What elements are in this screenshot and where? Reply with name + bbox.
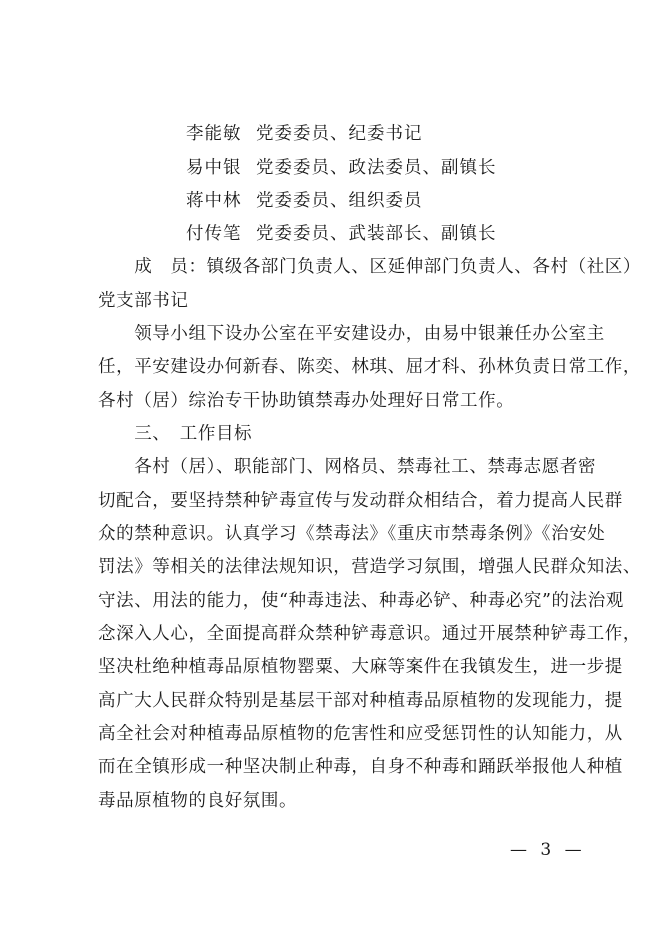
body-line: 罚法》等相关的法律法规知识，营造学习氛围，增强人民群众知法、	[98, 557, 641, 577]
member-row	[186, 154, 497, 179]
body-line: 切配合，要坚持禁种铲毒宣传与发动群众相结合，着力提高人民群	[98, 491, 623, 511]
member-role: 党委委员、组织委员	[256, 191, 423, 211]
body-line: 各村（居）综治专干协助镇禁毒办处理好日常工作。	[98, 391, 515, 411]
body-line: 任，平安建设办何新春、陈奕、林琪、屈才科、孙林负责日常工作，	[98, 357, 641, 377]
member-name: 蒋中林	[186, 191, 242, 211]
member-role: 党委委员、政法委员、副镇长	[256, 158, 497, 178]
member-row	[186, 120, 423, 145]
member-role: 党委委员、纪委书记	[256, 124, 423, 144]
body-line: 而在全镇形成一种坚决制止种毒，自身不种毒和踊跃举报他人种植	[98, 757, 623, 777]
body-line: 党支部书记	[98, 291, 189, 311]
body-line: 高广大人民群众特别是基层干部对种植毒品原植物的发现能力，提	[98, 691, 623, 711]
body-line: 守法、用法的能力，使“种毒违法、种毒必铲、种毒必究”的法治观	[98, 591, 624, 611]
body-line: 众的禁种意识。认真学习《禁毒法》《重庆市禁毒条例》《治安处	[98, 524, 606, 544]
body-line: 坚决杜绝种植毒品原植物罂粟、大麻等案件在我镇发生，进一步提	[98, 657, 623, 677]
body-line: 领导小组下设办公室在平安建设办，由易中银兼任办公室主	[98, 324, 605, 344]
member-row	[186, 187, 423, 212]
member-row	[186, 220, 497, 245]
body-line: 各村（居）、职能部门、网格员、禁毒社工、禁毒志愿者密	[98, 457, 597, 477]
section-heading: 三、 工作目标	[98, 424, 253, 444]
member-name: 易中银	[186, 158, 242, 178]
body-line: 高全社会对种植毒品原植物的危害性和应受惩罚性的认知能力，从	[98, 724, 623, 744]
member-name: 付传笔	[186, 224, 242, 244]
body-line: 成 员：镇级各部门负责人、区延伸部门负责人、各村（社区）	[98, 257, 641, 277]
page-number: — 3 —	[510, 840, 586, 860]
body-line: 毒品原植物的良好氛围。	[98, 791, 298, 811]
member-role: 党委委员、武装部长、副镇长	[256, 224, 497, 244]
member-name: 李能敏	[186, 124, 242, 144]
body-line: 念深入人心，全面提高群众禁种铲毒意识。通过开展禁种铲毒工作，	[98, 624, 641, 644]
